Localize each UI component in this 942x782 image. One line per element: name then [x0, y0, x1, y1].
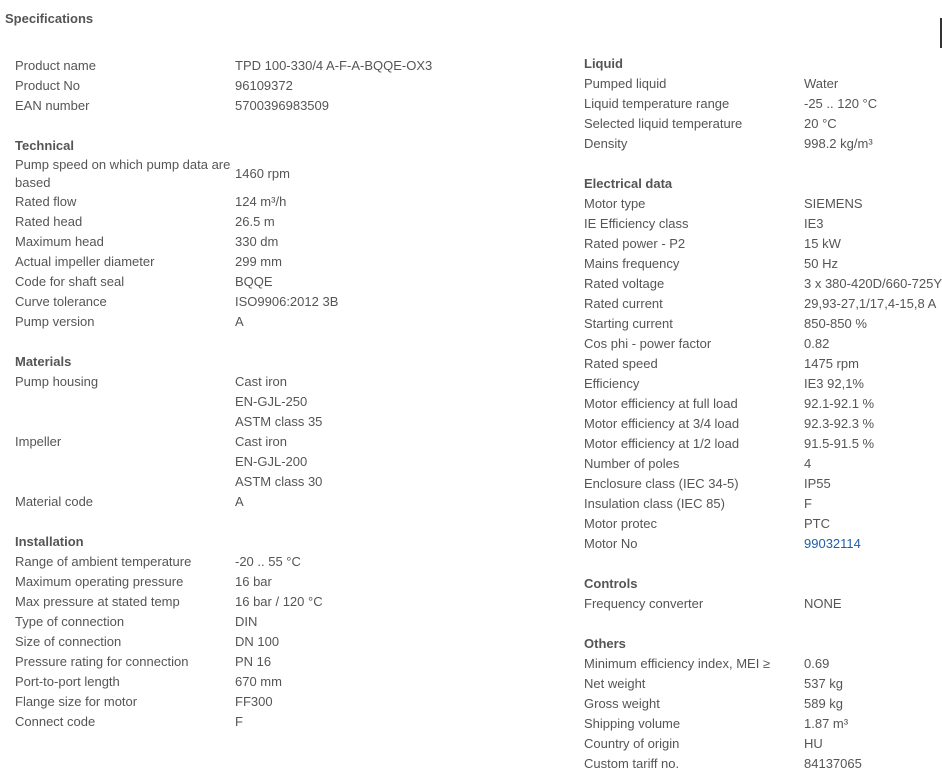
spec-row [584, 534, 942, 554]
spec-row [584, 394, 942, 414]
spec-row [15, 192, 560, 212]
spec-label: Number of poles [584, 456, 680, 471]
spec-label: Starting current [584, 316, 673, 331]
spec-row [584, 94, 942, 114]
spec-value: ASTM class 30 [235, 474, 323, 489]
spec-label: Rated voltage [584, 276, 665, 291]
spec-value: 3 x 380-420D/660-725Y [804, 276, 942, 291]
spec-value: 15 kW [804, 236, 841, 251]
spec-label: Product No [15, 78, 81, 93]
spec-row [584, 114, 942, 134]
spec-row [15, 712, 560, 732]
page-title: Specifications [5, 11, 94, 26]
spec-row [584, 334, 942, 354]
spec-label: IE Efficiency class [584, 216, 689, 231]
spec-label: Product name [15, 58, 96, 73]
spec-row [15, 672, 560, 692]
spec-value: Water [804, 76, 839, 91]
section-heading: Controls [584, 576, 638, 591]
section-others [584, 634, 942, 774]
spec-row [15, 312, 560, 332]
spec-value: IE3 [804, 216, 824, 231]
section-controls [584, 574, 942, 614]
spec-value: 1.87 m³ [804, 716, 849, 731]
spec-value: PTC [804, 516, 830, 531]
spec-label: Selected liquid temperature [584, 116, 743, 131]
spec-value: 850-850 % [804, 316, 867, 331]
spec-label: Pump speed on which pump data are based [15, 157, 231, 190]
spec-label: Custom tariff no. [584, 756, 680, 771]
spec-label: Maximum head [15, 234, 104, 249]
spec-row [15, 96, 560, 116]
spec-value: 20 °C [804, 116, 837, 131]
spec-label: Efficiency [584, 376, 640, 391]
spec-row [584, 454, 942, 474]
spec-value: DIN [235, 614, 258, 629]
spec-label: Rated speed [584, 356, 658, 371]
spec-row [584, 134, 942, 154]
spec-label: Code for shaft seal [15, 274, 125, 289]
spec-value: EN-GJL-200 [235, 454, 308, 469]
spec-row [584, 434, 942, 454]
spec-row [584, 514, 942, 534]
spec-label: Motor type [584, 196, 646, 211]
spec-label: Cos phi - power factor [584, 336, 712, 351]
spec-value: 84137065 [804, 756, 862, 771]
spec-label: Enclosure class (IEC 34-5) [584, 476, 739, 491]
spec-label: Insulation class (IEC 85) [584, 496, 725, 511]
spec-value: FF300 [235, 694, 273, 709]
spec-label: Net weight [584, 676, 646, 691]
spec-row [15, 292, 560, 312]
spec-label [15, 472, 235, 492]
spec-value: SIEMENS [804, 196, 863, 211]
spec-value: 91.5-91.5 % [804, 436, 875, 451]
spec-label: Max pressure at stated temp [15, 594, 180, 609]
spec-label: Size of connection [15, 634, 122, 649]
spec-row [15, 392, 560, 412]
spec-label: Pump version [15, 314, 95, 329]
spec-row [15, 692, 560, 712]
spec-row [584, 754, 942, 774]
spec-label: Flange size for motor [15, 694, 138, 709]
spec-value: 0.69 [804, 656, 830, 671]
spec-label [15, 452, 235, 472]
spec-label: Motor efficiency at 3/4 load [584, 416, 740, 431]
spec-row [584, 474, 942, 494]
spec-row [584, 714, 942, 734]
spec-value: 96109372 [235, 78, 293, 93]
spec-row [15, 56, 560, 76]
spec-row [15, 492, 560, 512]
spec-value: F [235, 714, 243, 729]
section-installation [15, 532, 560, 732]
spec-label: Country of origin [584, 736, 680, 751]
section-heading: Others [584, 636, 626, 651]
spec-value: 589 kg [804, 696, 844, 711]
spec-row [15, 612, 560, 632]
spec-value: 29,93-27,1/17,4-15,8 A [804, 296, 937, 311]
spec-label: Rated head [15, 214, 83, 229]
spec-label: Actual impeller diameter [15, 254, 155, 269]
spec-value: 92.1-92.1 % [804, 396, 875, 411]
section-heading: Installation [15, 534, 84, 549]
section-heading: Liquid [584, 56, 623, 71]
spec-label: Frequency converter [584, 596, 704, 611]
spec-label: Rated power - P2 [584, 236, 686, 251]
spec-value: 26.5 m [235, 214, 275, 229]
spec-row [584, 494, 942, 514]
spec-row [584, 274, 942, 294]
spec-value: 299 mm [235, 254, 282, 269]
spec-value: EN-GJL-250 [235, 394, 308, 409]
spec-value: Cast iron [235, 374, 288, 389]
spec-row [584, 294, 942, 314]
spec-value: 4 [804, 456, 812, 471]
spec-row [15, 76, 560, 96]
spec-value: IE3 92,1% [804, 376, 864, 391]
spec-value: -20 .. 55 °C [235, 554, 301, 569]
section-heading: Electrical data [584, 176, 673, 191]
spec-value: HU [804, 736, 823, 751]
spec-row [15, 252, 560, 272]
spec-row [15, 652, 560, 672]
spec-value: 537 kg [804, 676, 844, 691]
spec-value: 998.2 kg/m³ [804, 136, 873, 151]
spec-value: 50 Hz [804, 256, 838, 271]
spec-row [584, 414, 942, 434]
spec-label: Density [584, 136, 628, 151]
spec-label: Rated flow [15, 194, 77, 209]
spec-value: 5700396983509 [235, 98, 329, 113]
section-heading: Technical [15, 138, 75, 153]
spec-row [584, 254, 942, 274]
spec-label [15, 412, 235, 432]
spec-value: Cast iron [235, 434, 288, 449]
spec-row [584, 314, 942, 334]
spec-label: Port-to-port length [15, 674, 120, 689]
spec-label: Pressure rating for connection [15, 654, 189, 669]
spec-row [584, 234, 942, 254]
spec-value: 0.82 [804, 336, 830, 351]
spec-row [584, 734, 942, 754]
spec-label: Maximum operating pressure [15, 574, 184, 589]
spec-label: Material code [15, 494, 94, 509]
spec-label: Mains frequency [584, 256, 680, 271]
spec-label: Motor protec [584, 516, 657, 531]
spec-label: Impeller [15, 434, 62, 449]
section-liquid [584, 54, 942, 154]
spec-label: Shipping volume [584, 716, 681, 731]
spec-row [15, 412, 560, 432]
spec-row [584, 694, 942, 714]
spec-row [584, 674, 942, 694]
spec-value: 670 mm [235, 674, 282, 689]
spec-label: Connect code [15, 714, 96, 729]
spec-row [584, 354, 942, 374]
spec-row [15, 452, 560, 472]
specs-right-column [584, 54, 942, 774]
spec-row [15, 272, 560, 292]
spec-row [584, 194, 942, 214]
spec-value: PN 16 [235, 654, 272, 669]
specs-left-column [15, 56, 560, 732]
section-heading: Materials [15, 354, 72, 369]
spec-label: Motor No [584, 536, 638, 551]
spec-value: ASTM class 35 [235, 414, 323, 429]
section-general [15, 56, 560, 116]
spec-value: -25 .. 120 °C [804, 96, 878, 111]
spec-value: 92.3-92.3 % [804, 416, 875, 431]
spec-value: TPD 100-330/4 A-F-A-BQQE-OX3 [235, 58, 433, 73]
spec-label: Liquid temperature range [584, 96, 730, 111]
spec-label: EAN number [15, 98, 90, 113]
spec-row [584, 74, 942, 94]
section-electrical-data [584, 174, 942, 554]
spec-value: 330 dm [235, 234, 279, 249]
spec-label: Gross weight [584, 696, 660, 711]
section-technical [15, 136, 560, 332]
spec-row [584, 654, 942, 674]
spec-value: 1460 rpm [235, 166, 290, 181]
spec-label: Motor efficiency at full load [584, 396, 738, 411]
spec-label: Pump housing [15, 374, 99, 389]
spec-row [15, 472, 560, 492]
spec-value: ISO9906:2012 3B [235, 294, 339, 309]
spec-row [15, 372, 560, 392]
spec-row [15, 212, 560, 232]
spec-value: BQQE [235, 274, 273, 289]
spec-value: DN 100 [235, 634, 280, 649]
spec-label: Curve tolerance [15, 294, 107, 309]
spec-label: Range of ambient temperature [15, 554, 192, 569]
spec-row [15, 156, 560, 192]
spec-value: NONE [804, 596, 842, 611]
spec-value: 16 bar / 120 °C [235, 594, 323, 609]
section-materials [15, 352, 560, 512]
spec-row [15, 552, 560, 572]
spec-label: Type of connection [15, 614, 125, 629]
spec-label: Minimum efficiency index, MEI ≥ [584, 656, 771, 671]
spec-value: IP55 [804, 476, 831, 491]
spec-value: 124 m³/h [235, 194, 287, 209]
spec-row [15, 572, 560, 592]
spec-row [584, 214, 942, 234]
spec-label: Pumped liquid [584, 76, 667, 91]
spec-row [15, 592, 560, 612]
spec-row [15, 432, 560, 452]
spec-row [15, 632, 560, 652]
spec-value: 16 bar [235, 574, 272, 589]
spec-value: F [804, 496, 812, 511]
spec-label: Motor efficiency at 1/2 load [584, 436, 740, 451]
motor-no-link[interactable]: 99032114 [804, 536, 861, 551]
spec-value: A [235, 494, 244, 509]
spec-label: Rated current [584, 296, 663, 311]
spec-row [584, 374, 942, 394]
spec-value: 1475 rpm [804, 356, 859, 371]
spec-label [15, 392, 235, 412]
spec-row [584, 594, 942, 614]
spec-row [15, 232, 560, 252]
spec-value: A [235, 314, 244, 329]
